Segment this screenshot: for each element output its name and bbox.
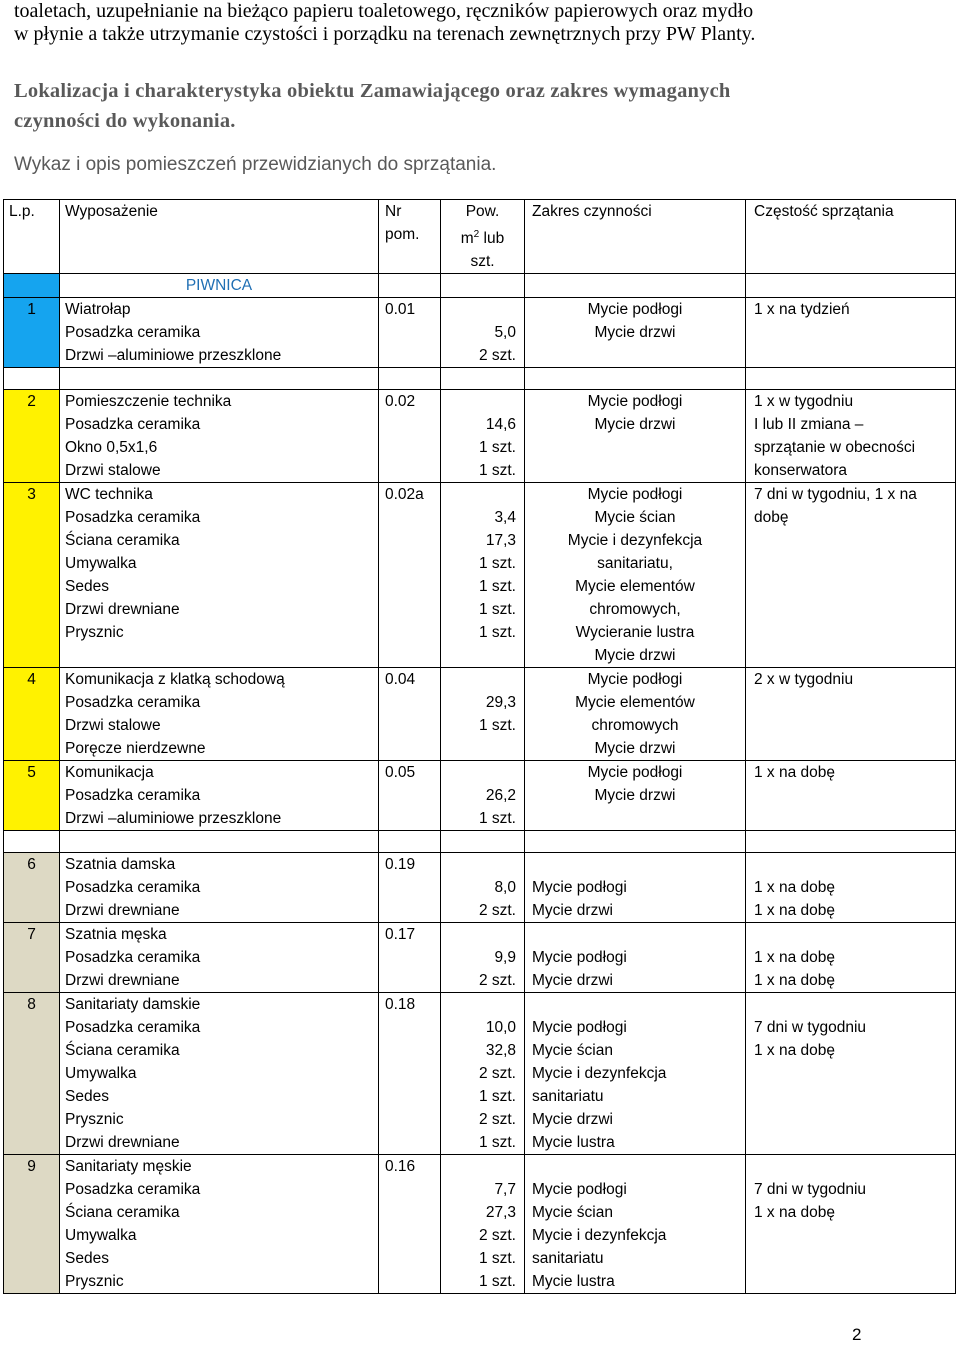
frequency-cell: 1 x na dobę 1 x na dobę [746,923,956,993]
intro-paragraph [14,0,944,46]
room-number-cell: 0.17 [379,923,441,993]
lp-cell: 7 [4,923,60,993]
room-number-cell: 0.04 [379,668,441,761]
table-header-row [4,200,956,274]
lp-cell: 3 [4,483,60,668]
scope-cell: Mycie podłogi Mycie ścian Mycie i dezynfekcja sanitariatu Mycie drzwi Mycie lustra [525,993,746,1155]
intro-line-2: w płynie a także utrzymanie czystości i porządku na terenach zewnętrznych przy PW Planty. [14,23,756,45]
table-row [4,390,956,483]
area-cell: 5,0 2 szt. [441,298,525,368]
lp-cell: 4 [4,668,60,761]
equipment-cell: Szatnia męska Posadzka ceramika Drzwi drewniane [60,923,379,993]
page-number: 2 [852,1325,862,1344]
frequency-cell: 7 dni w tygodniu 1 x na dobę [746,993,956,1155]
frequency-cell: 7 dni w tygodniu, 1 x na dobę [746,483,956,668]
table-row [4,853,956,923]
area-cell: 14,6 1 szt. 1 szt. [441,390,525,483]
rooms-table [3,199,956,1294]
frequency-cell: 1 x na dobę [746,761,956,831]
table-row [4,483,956,668]
header-frequency: Częstość sprzątania [746,200,956,274]
frequency-cell: 1 x na tydzień [746,298,956,368]
area-cell: 10,0 32,8 2 szt. 1 szt. 2 szt. 1 szt. [441,993,525,1155]
table-row [4,993,956,1155]
area-cell: 26,2 1 szt. [441,761,525,831]
table-row [4,668,956,761]
equipment-cell: Komunikacja Posadzka ceramika Drzwi –aluminiowe przeszklone [60,761,379,831]
group-spacer-row [4,831,956,853]
section-label: PIWNICA [60,274,379,298]
heading-line-1: Lokalizacja i charakterystyka obiektu Zamawiającego oraz zakres wymaganych [14,80,731,102]
scope-cell: Mycie podłogi Mycie elementów chromowych Mycie drzwi [525,668,746,761]
header-equipment: Wyposażenie [60,200,379,274]
room-number-cell: 0.18 [379,993,441,1155]
section-row [4,274,956,298]
scope-cell: Mycie podłogi Mycie drzwi [525,923,746,993]
frequency-cell: 2 x w tygodniu [746,668,956,761]
scope-cell: Mycie podłogi Mycie drzwi [525,390,746,483]
room-number-cell: 0.19 [379,853,441,923]
lp-cell: 1 [4,298,60,368]
section-heading [14,76,944,136]
lp-cell: 5 [4,761,60,831]
area-cell: 29,3 1 szt. [441,668,525,761]
frequency-cell: 1 x na dobę 1 x na dobę [746,853,956,923]
equipment-cell: Pomieszczenie technika Posadzka ceramika Okno 0,5x1,6 Drzwi stalowe [60,390,379,483]
lp-cell: 6 [4,853,60,923]
intro-line-1: toaletach, uzupełnianie na bieżąco papieru toaletowego, ręczników papierowych oraz mydło [14,0,754,22]
room-number-cell: 0.05 [379,761,441,831]
table-row [4,298,956,368]
frequency-cell: 7 dni w tygodniu 1 x na dobę [746,1155,956,1294]
equipment-cell: Komunikacja z klatką schodową Posadzka ceramika Drzwi stalowe Poręcze nierdzewne [60,668,379,761]
room-number-cell: 0.16 [379,1155,441,1294]
header-area: Pow. $m^2$ lub szt. [441,200,525,274]
scope-cell: Mycie podłogi Mycie drzwi [525,853,746,923]
lp-cell: 8 [4,993,60,1155]
lp-cell: 2 [4,390,60,483]
area-cell: 3,4 17,3 1 szt. 1 szt. 1 szt. 1 szt. [441,483,525,668]
equipment-cell: Sanitariaty męskie Posadzka ceramika Ściana ceramika Umywalka Sedes Prysznic [60,1155,379,1294]
equipment-cell: WC technika Posadzka ceramika Ściana ceramika Umywalka Sedes Drzwi drewniane Prysznic [60,483,379,668]
lp-cell [4,274,60,298]
table-row [4,1155,956,1294]
room-number-cell: 0.01 [379,298,441,368]
table-row [4,923,956,993]
lp-cell: 9 [4,1155,60,1294]
equipment-cell: Szatnia damska Posadzka ceramika Drzwi drewniane [60,853,379,923]
room-number-cell: 0.02a [379,483,441,668]
area-cell: 7,7 27,3 2 szt. 1 szt. 1 szt. [441,1155,525,1294]
header-lp: L.p. [4,200,60,274]
heading-line-2: czynności do wykonania. [14,110,236,132]
equipment-cell: Wiatrołap Posadzka ceramika Drzwi –aluminiowe przeszklone [60,298,379,368]
table-row [4,761,956,831]
scope-cell: Mycie podłogi Mycie drzwi [525,761,746,831]
scope-cell: Mycie podłogi Mycie ścian Mycie i dezynfekcja sanitariatu, Mycie elementów chromowych, Wycieranie lustra Mycie drzwi [525,483,746,668]
scope-cell: Mycie podłogi Mycie ścian Mycie i dezynfekcja sanitariatu Mycie lustra [525,1155,746,1294]
area-cell: 8,0 2 szt. [441,853,525,923]
scope-cell: Mycie podłogi Mycie drzwi [525,298,746,368]
equipment-cell: Sanitariaty damskie Posadzka ceramika Ściana ceramika Umywalka Sedes Prysznic Drzwi drewniane [60,993,379,1155]
header-scope: Zakres czynności [525,200,746,274]
subheading: Wykaz i opis pomieszczeń przewidzianych do sprzątania. [14,154,497,175]
frequency-cell: 1 x w tygodniu I lub II zmiana – sprzątanie w obecności konserwatora [746,390,956,483]
header-room-no: Nr pom. [379,200,441,274]
area-cell: 9,9 2 szt. [441,923,525,993]
room-number-cell: 0.02 [379,390,441,483]
group-spacer-row [4,368,956,390]
